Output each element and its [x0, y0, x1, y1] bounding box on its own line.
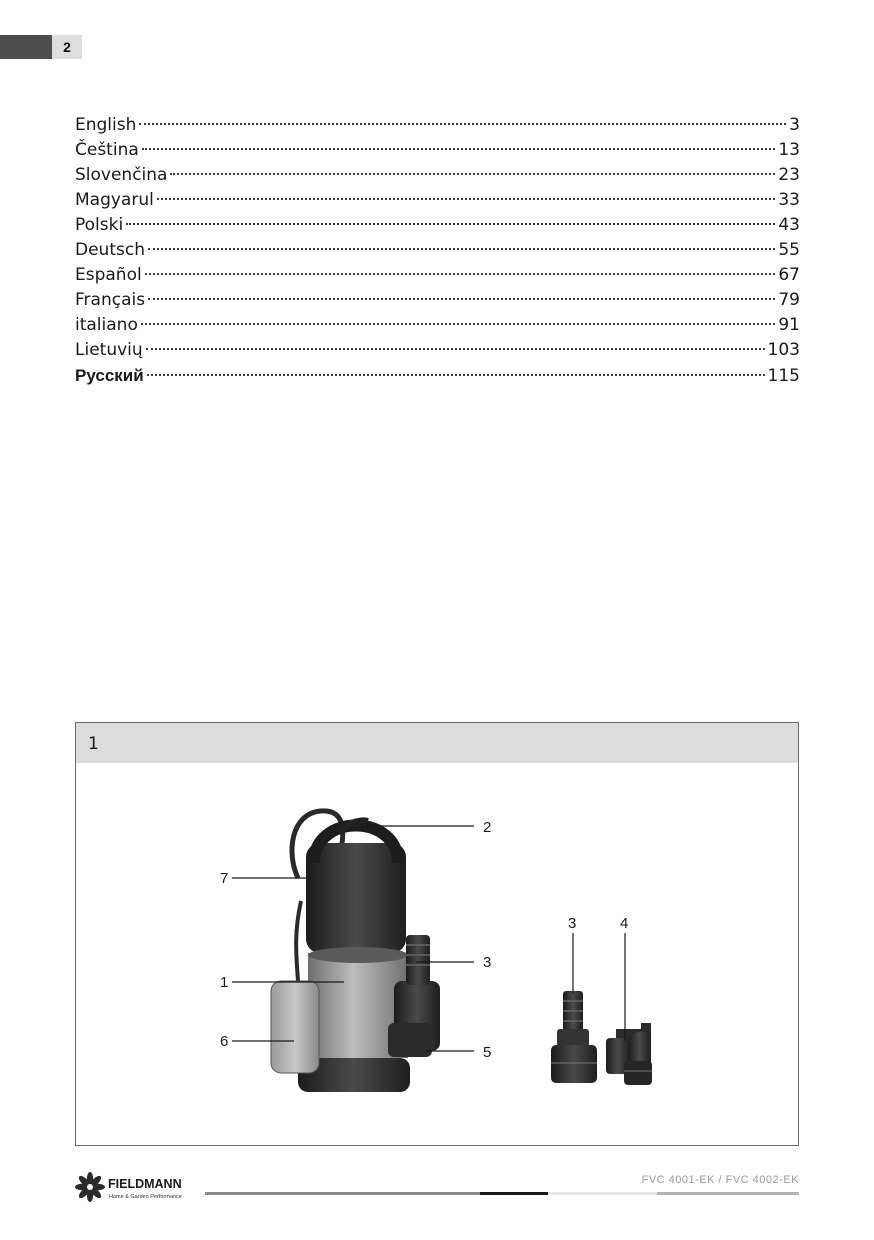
- toc-entry[interactable]: [75, 313, 800, 338]
- toc-language: Español: [75, 265, 142, 285]
- toc-entry[interactable]: [75, 188, 800, 213]
- toc-leader: [145, 273, 776, 275]
- toc-entry[interactable]: [75, 138, 800, 163]
- page-number: 2: [52, 35, 82, 59]
- toc-entry[interactable]: [75, 238, 800, 263]
- toc-language: italiano: [75, 315, 138, 335]
- toc-leader: [146, 348, 765, 350]
- toc-leader: [170, 173, 775, 175]
- toc-page: 67: [778, 265, 800, 285]
- toc-entry[interactable]: [75, 163, 800, 188]
- toc-leader: [157, 198, 776, 200]
- toc-language: Polski: [75, 215, 124, 235]
- toc-language: Slovenčina: [75, 165, 168, 185]
- toc-leader: [141, 323, 776, 325]
- toc-language: Magyarul: [75, 190, 154, 210]
- toc-leader: [148, 248, 775, 250]
- callout-1: 1: [220, 974, 229, 991]
- callout-2: 2: [483, 819, 492, 836]
- logo-flower-icon: [75, 1172, 105, 1202]
- toc-page: 43: [778, 215, 800, 235]
- figure-1-panel: [75, 722, 799, 1146]
- toc-page: 55: [778, 240, 800, 260]
- toc-page: 103: [767, 340, 800, 360]
- toc-leader: [142, 148, 776, 150]
- toc-language: Lietuvių: [75, 340, 143, 360]
- toc-page: 23: [778, 165, 800, 185]
- toc-leader: [126, 223, 775, 225]
- pump-illustration: [76, 723, 798, 1145]
- toc-language: Čeština: [75, 140, 139, 160]
- toc-page: 3: [789, 115, 800, 135]
- toc-language: Русский: [75, 366, 144, 385]
- toc-entry[interactable]: [75, 338, 800, 363]
- callout-4: 4: [620, 915, 629, 932]
- toc-page: 33: [778, 190, 800, 210]
- toc-entry[interactable]: [75, 213, 800, 238]
- callout-6: 6: [220, 1033, 229, 1050]
- callout-3: 3: [483, 954, 492, 971]
- toc-entry[interactable]: [75, 113, 800, 138]
- toc-leader: [147, 374, 765, 376]
- outlet-connector: [406, 935, 430, 985]
- toc-entry[interactable]: [75, 263, 800, 288]
- callout-7: 7: [220, 870, 229, 887]
- toc-language: Deutsch: [75, 240, 145, 260]
- toc-page: 115: [767, 366, 800, 386]
- submersible-pump: [271, 811, 440, 1092]
- footer-rule-segment: [657, 1192, 799, 1195]
- elbow-adapter: [606, 1023, 652, 1085]
- page-number-tab: [0, 35, 82, 59]
- pump-top-housing: [306, 843, 406, 953]
- toc-page: 13: [778, 140, 800, 160]
- figure-number: 1: [76, 723, 798, 763]
- model-numbers: FVC 4001-EK / FVC 4002-EK: [641, 1174, 799, 1186]
- toc-language: Français: [75, 290, 146, 310]
- toc-entry[interactable]: [75, 288, 800, 313]
- toc-page: 79: [778, 290, 800, 310]
- toc-page: 91: [778, 315, 800, 335]
- logo-tagline: Home & Garden Performance: [109, 1194, 182, 1200]
- page-tab-accent: [0, 35, 52, 59]
- fieldmann-logo: [75, 1171, 205, 1203]
- table-of-contents: [75, 113, 800, 388]
- callout-5: 5: [483, 1044, 492, 1061]
- footer-rule-segment: [205, 1192, 480, 1195]
- toc-leader: [139, 123, 786, 125]
- footer-rule-segment: [548, 1192, 657, 1195]
- footer-rule: [205, 1192, 799, 1195]
- toc-leader: [148, 298, 775, 300]
- float-switch: [271, 981, 319, 1073]
- float-cable: [296, 901, 301, 981]
- toc-language: English: [75, 115, 137, 135]
- straight-adapter: [551, 991, 597, 1083]
- footer-rule-segment: [480, 1192, 548, 1195]
- callout-adapter-3: 3: [568, 915, 577, 932]
- logo-brand-name: FIELDMANN: [108, 1177, 182, 1191]
- toc-entry[interactable]: [75, 363, 800, 388]
